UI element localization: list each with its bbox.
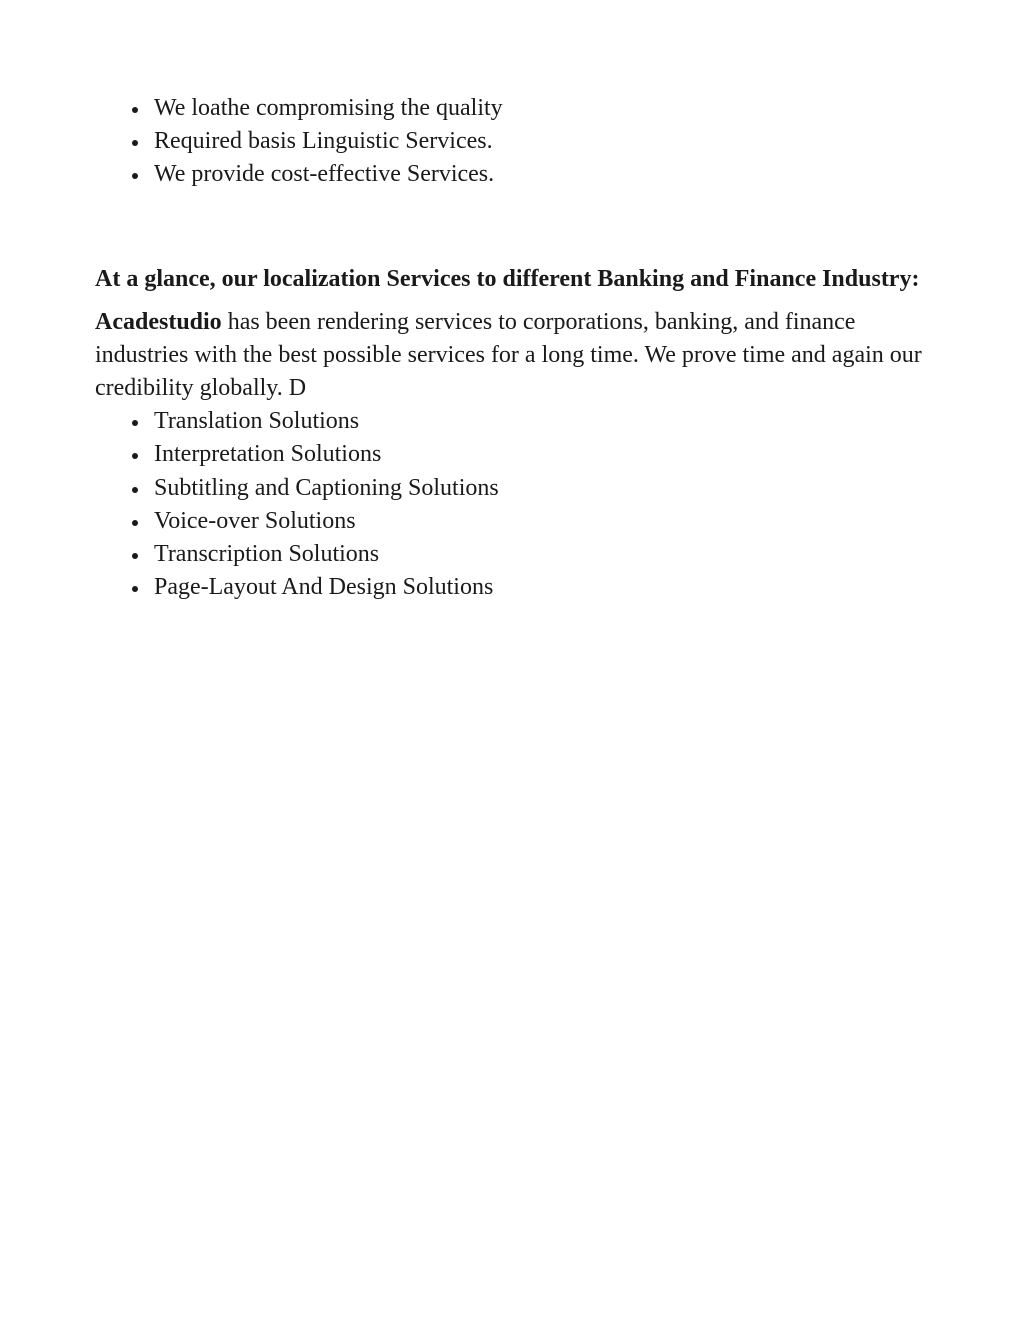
paragraph-text: has been rendering services to corporations, banking, and finance industries with the best possible services for a long time. We prove time and again our credibility globally. D [95,308,922,402]
list-item: Required basis Linguistic Services. [154,125,928,158]
list-item: We loathe compromising the quality [154,92,928,125]
list-item: Transcription Solutions [154,538,928,571]
brand-name: Acadestudio [95,308,222,335]
solutions-list [95,405,928,604]
list-item: Interpretation Solutions [154,438,928,471]
list-item: Subtitling and Captioning Solutions [154,472,928,505]
section-paragraph [95,306,928,406]
features-list [95,92,928,192]
section-heading: At a glance, our localization Services to different Banking and Finance Industry: [95,265,920,292]
list-item: Voice-over Solutions [154,505,928,538]
list-item: Translation Solutions [154,405,928,438]
list-item: We provide cost-effective Services. [154,158,928,191]
document-page [95,92,928,604]
list-item: Page-Layout And Design Solutions [154,571,928,604]
